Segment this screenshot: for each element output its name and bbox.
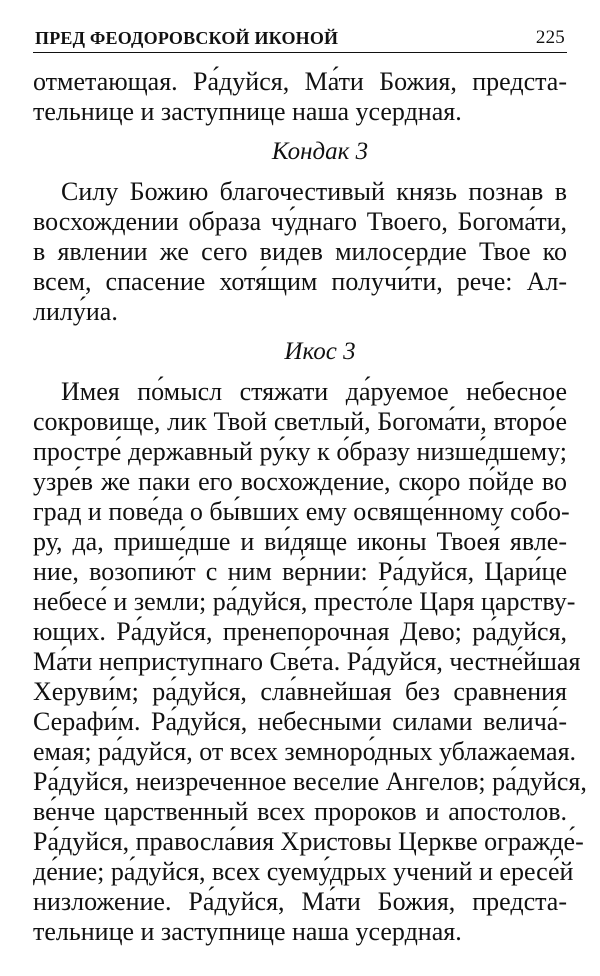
text-line: всем, спасение хотя́щим получи́ти, рече: Ал- — [33, 267, 567, 296]
text-line: де́ние; ра́дуйся, всех суему́дрых учений и ересе́й — [33, 857, 574, 886]
page-number: 225 — [535, 27, 565, 48]
text-line: Ра́дуйся, неизреченное веселие Ангелов; ра́дуйся, — [33, 767, 587, 796]
text-line: сокровище, лик Твой светлый, Богома́ти, второ́е — [33, 407, 567, 436]
kondak-paragraph — [33, 177, 567, 327]
text-line: Ра́дуйся, правосла́вия Христовы Церкве огражде́- — [33, 827, 584, 856]
text-line: град и пове́да о бы́вших ему освяще́нному собо- — [33, 497, 570, 526]
ikos-heading: Икос 3 — [284, 338, 356, 365]
text-line: Имея по́мысл стяжати да́руемое небесное — [61, 377, 567, 406]
text-line: емая; ра́дуйся, от всех земноро́дных ублажаемая. — [33, 737, 577, 766]
body-text — [33, 67, 587, 947]
text-line: ние, возопию́т с ним ве́рнии: Ра́дуйся, Цари́це — [33, 557, 567, 586]
text-line: небесе́ и земли; ра́дуйся, престо́ле Царя царству- — [33, 587, 576, 616]
ikos-paragraph — [33, 377, 587, 947]
text-line: Силу Божию благочестивый князь познав в — [61, 177, 567, 206]
text-line: лилу́иа. — [33, 297, 118, 326]
text-line: ющих. Ра́дуйся, пренепорочная Дево; ра́дуйся, — [33, 617, 567, 646]
text-line: простре́ державный ру́ку к о́бразу низше́дшему; — [33, 437, 567, 466]
running-title: ПРЕД ФЕОДОРОВСКОЙ ИКОНОЙ — [35, 28, 339, 48]
kondak-heading: Кондак 3 — [271, 138, 369, 165]
text-line: узре́в же паки его восхождение, скоро по́йде во — [33, 467, 567, 496]
text-line: отметающая. Ра́дуйся, Ма́ти Божия, предста- — [33, 67, 567, 96]
text-line: тельнице и заступнице наша усердная. — [33, 917, 462, 946]
text-line: в явлении же сего видев милосердие Твое ко — [33, 237, 567, 266]
opening-paragraph — [33, 67, 567, 127]
text-line: Серафи́м. Ра́дуйся, небесными силами велича́- — [33, 707, 567, 736]
running-head — [33, 26, 567, 53]
text-line: Херуви́м; ра́дуйся, сла́внейшая без сравнения — [33, 677, 567, 706]
text-line: ве́нче царственный всех пророков и апостолов. — [33, 797, 567, 826]
text-line: Ма́ти неприступнаго Све́та. Ра́дуйся, честне́йшая — [33, 647, 581, 676]
text-line: тельнице и заступнице наша усердная. — [33, 97, 462, 126]
text-line: низложение. Ра́дуйся, Ма́ти Божия, предста- — [33, 887, 567, 916]
text-line: ру, да, прише́дше и ви́дяще иконы Твоея́ явле- — [33, 527, 567, 556]
text-line: восхождении образа чу́днаго Твоего, Богома́ти, — [33, 207, 567, 236]
